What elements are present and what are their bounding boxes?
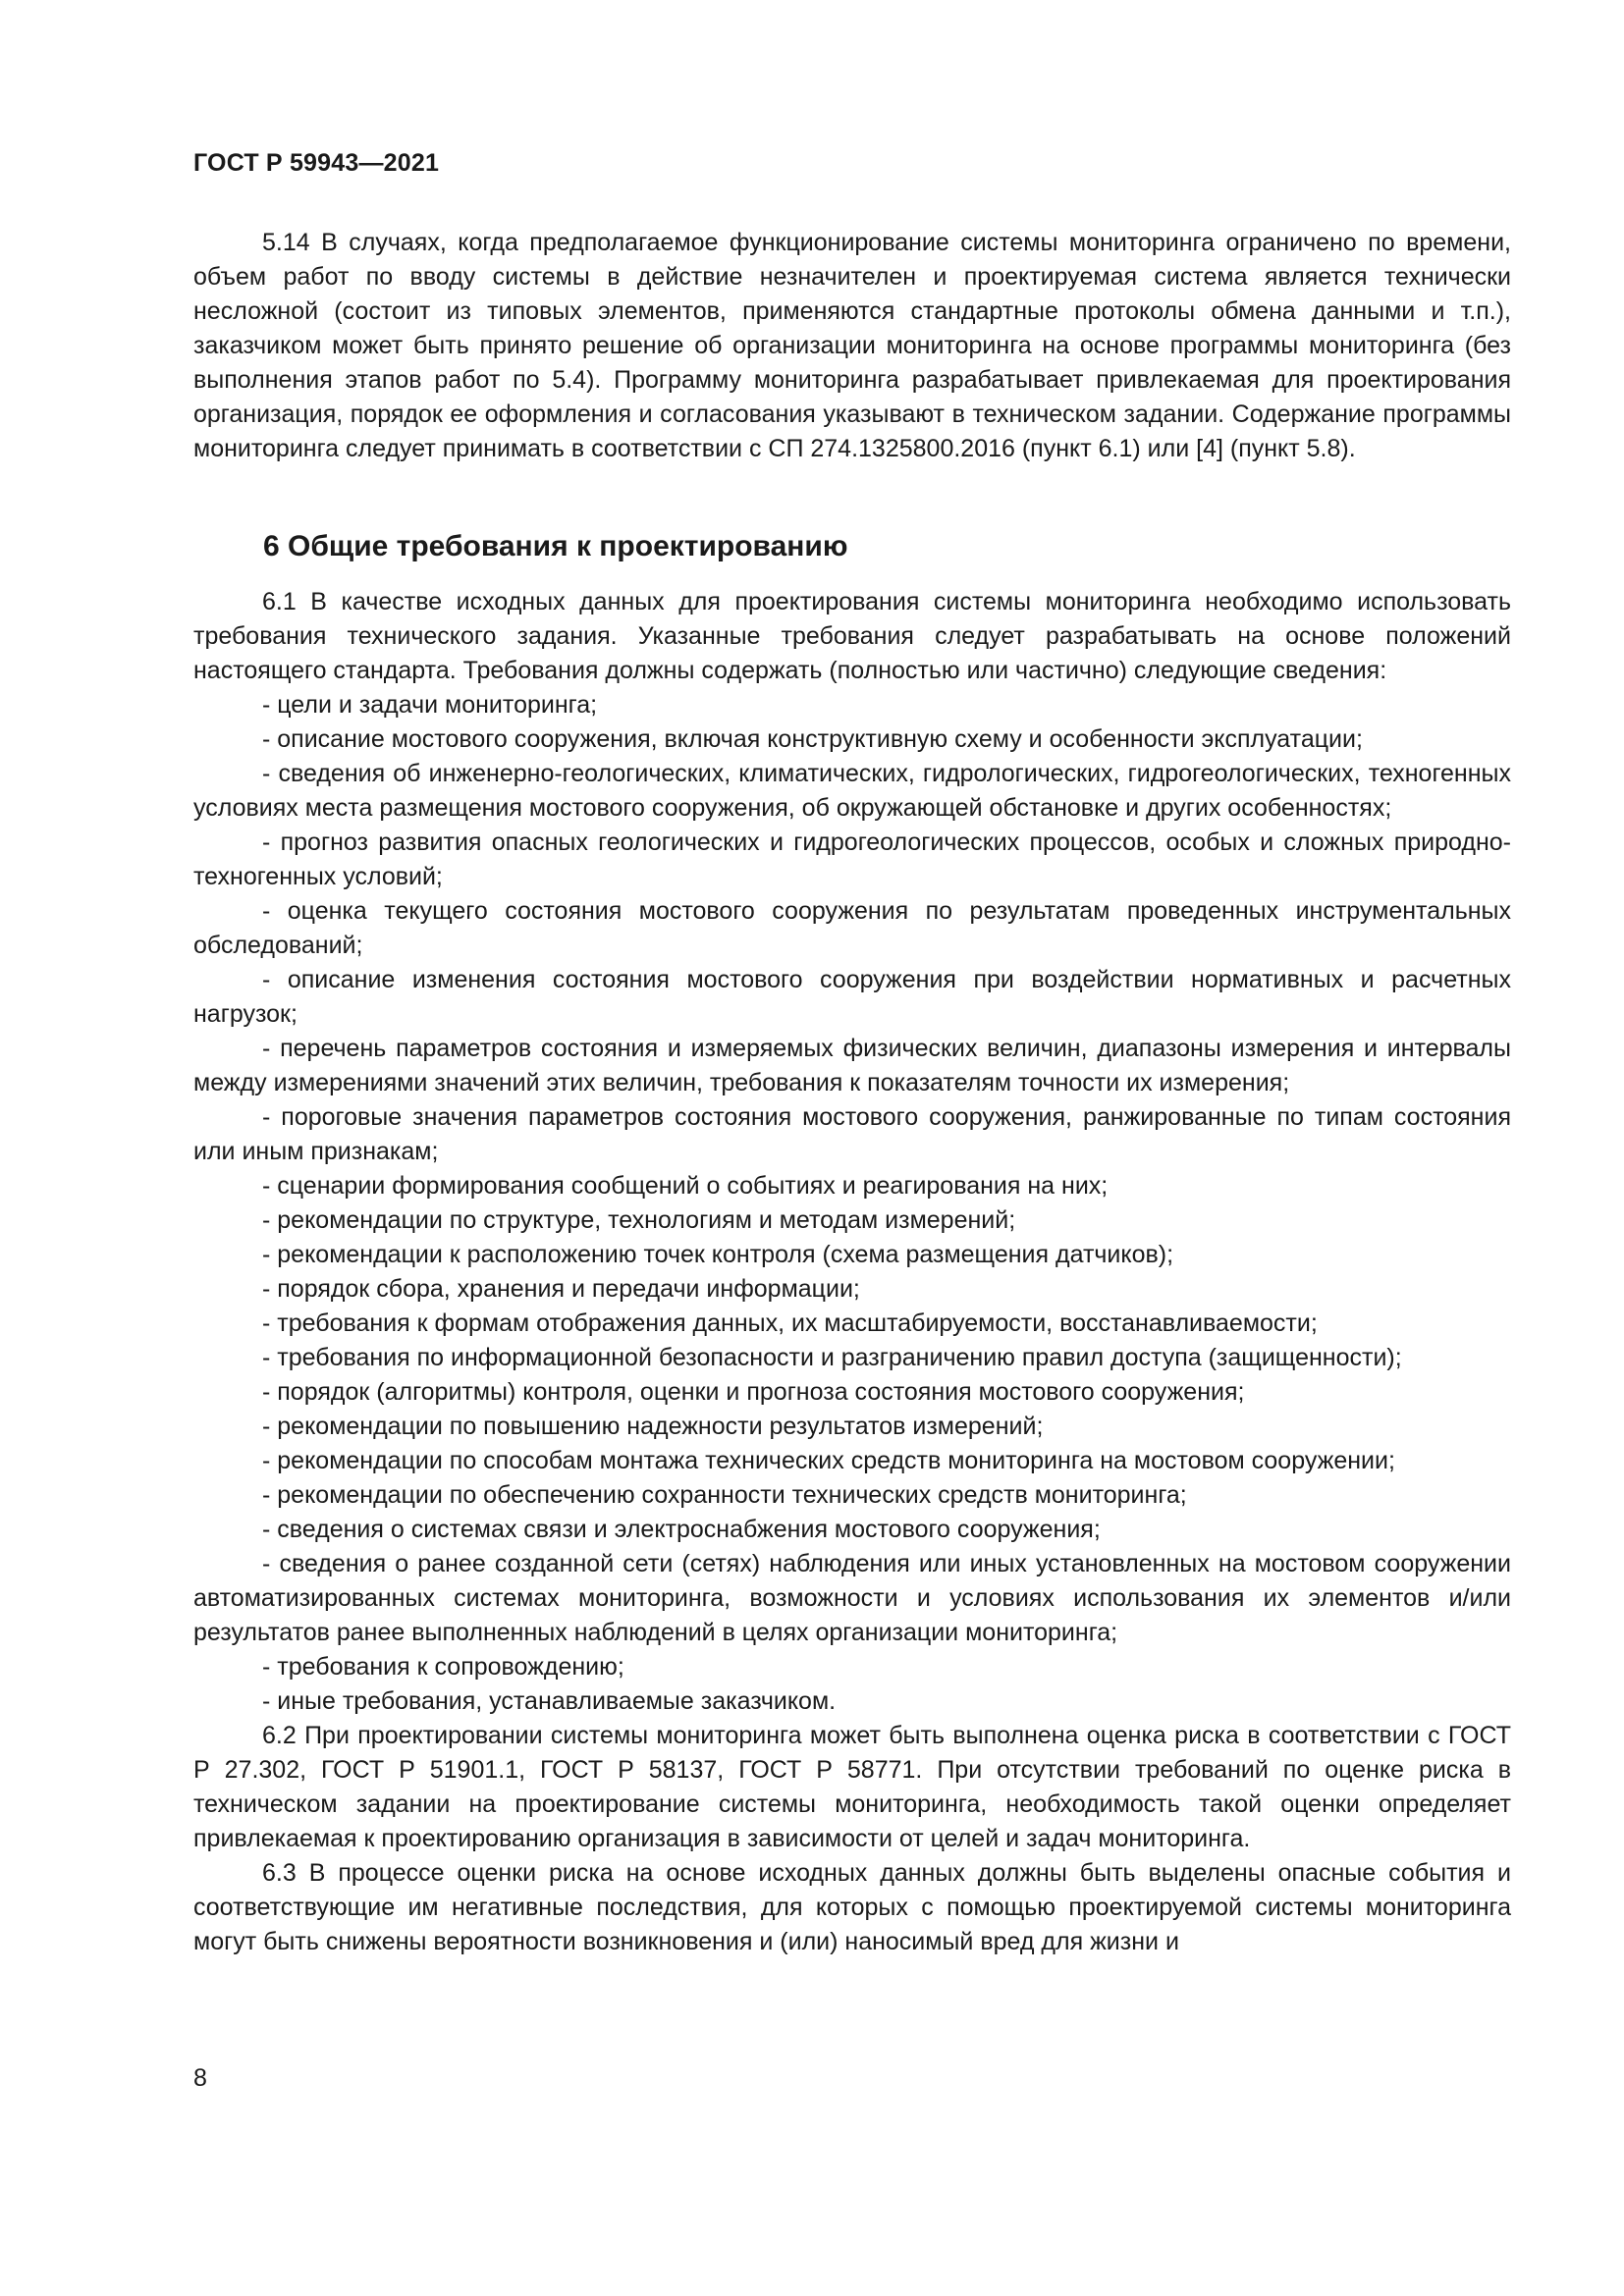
list-item: - сведения об инженерно-геологических, климатических, гидрологических, гидрогеологических, техногенных условиях места размещения мостового сооружения, об окружающей обстановке и других особенностях; [193, 760, 1511, 822]
page-number: 8 [193, 2064, 207, 2092]
list-item: - оценка текущего состояния мостового сооружения по результатам проведенных инструментальных обследований; [193, 897, 1511, 959]
clause-6-3: 6.3 В процессе оценки риска на основе исходных данных должны быть выделены опасные события и соответствующие им негативные последствия, для которых с помощью проектируемой системы мониторинга могут быть снижены вероятности возникновения и (или) наносимый вред для жизни и [193, 1859, 1511, 1955]
clause-5-14: 5.14 В случаях, когда предполагаемое функционирование системы мониторинга ограничено по времени, объем работ по вводу системы в действие незначителен и проектируемая система является технически несложной (состоит из типовых элементов, применяются стандартные протоколы обмена данными и т.п.), заказчиком может быть принято решение об организации мониторинга на основе программы мониторинга (без выполнения этапов работ по 5.4). Программу мониторинга разрабатывает привлекаемая для проектирования организация, порядок ее оформления и согласования указывают в техническом задании. Содержание программы мониторинга следует принимать в соответствии с СП 274.1325800.2016 (пункт 6.1) или [4] (пункт 5.8). [193, 229, 1511, 462]
list-item: - цели и задачи мониторинга; [262, 691, 598, 719]
list-item: - требования к формам отображения данных, их масштабируемости, восстанавливаемости; [262, 1309, 1318, 1337]
list-item: - рекомендации к расположению точек контроля (схема размещения датчиков); [262, 1241, 1174, 1268]
list-item: - описание мостового сооружения, включая конструктивную схему и особенности эксплуатации; [262, 725, 1363, 753]
list-item: - прогноз развития опасных геологических и гидрогеологических процессов, особых и сложных природно-техногенных условий; [193, 828, 1511, 890]
list-item: - иные требования, устанавливаемые заказчиком. [262, 1687, 837, 1715]
document-code-header: ГОСТ Р 59943—2021 [193, 149, 440, 177]
clause-6-1-intro: 6.1 В качестве исходных данных для проектирования системы мониторинга необходимо использовать требования технического задания. Указанные требования следует разрабатывать на основе положений настоящего стандарта. Требования должны содержать (полностью или частично) следующие сведения: [193, 588, 1511, 684]
list-item: - порядок (алгоритмы) контроля, оценки и прогноза состояния мостового сооружения; [262, 1378, 1245, 1406]
list-item: - описание изменения состояния мостового сооружения при воздействии нормативных и расчетных нагрузок; [193, 966, 1511, 1028]
list-item: - перечень параметров состояния и измеряемых физических величин, диапазоны измерения и интервалы между измерениями значений этих величин, требования к показателям точности их измерения; [193, 1035, 1511, 1096]
list-item: - рекомендации по обеспечению сохранности технических средств мониторинга; [262, 1481, 1187, 1509]
list-item: - рекомендации по способам монтажа технических средств мониторинга на мостовом сооружении; [262, 1447, 1395, 1474]
clause-6-2: 6.2 При проектировании системы мониторинга может быть выполнена оценка риска в соответствии с ГОСТ Р 27.302, ГОСТ Р 51901.1, ГОСТ Р 58137, ГОСТ Р 58771. При отсутствии требований по оценке риска в техническом задании на проектирование системы мониторинга, необходимость такой оценки определяет привлекаемая к проектированию организация в зависимости от целей и задач мониторинга. [193, 1722, 1511, 1852]
list-item: - пороговые значения параметров состояния мостового сооружения, ранжированные по типам состояния или иным признакам; [193, 1103, 1511, 1165]
section-6-heading: 6 Общие требования к проектированию [263, 530, 848, 562]
list-item: - порядок сбора, хранения и передачи информации; [262, 1275, 860, 1303]
list-item: - рекомендации по повышению надежности результатов измерений; [262, 1413, 1044, 1440]
list-item: - сценарии формирования сообщений о событиях и реагирования на них; [262, 1172, 1109, 1200]
list-item: - требования по информационной безопасности и разграничению правил доступа (защищенности); [262, 1344, 1402, 1371]
list-item: - требования к сопровождению; [262, 1653, 624, 1681]
clause-5-14-block [193, 226, 1511, 466]
list-item: - сведения о ранее созданной сети (сетях) наблюдения или иных установленных на мостовом сооружении автоматизированных системах мониторинга, возможности и условиях использования их элементов и/или результатов ранее выполненных наблюдений в целях организации мониторинга; [193, 1550, 1511, 1646]
list-item: - рекомендации по структуре, технологиям и методам измерений; [262, 1206, 1016, 1234]
list-item: - сведения о системах связи и электроснабжения мостового сооружения; [262, 1516, 1101, 1543]
section-6-body [193, 585, 1511, 1959]
